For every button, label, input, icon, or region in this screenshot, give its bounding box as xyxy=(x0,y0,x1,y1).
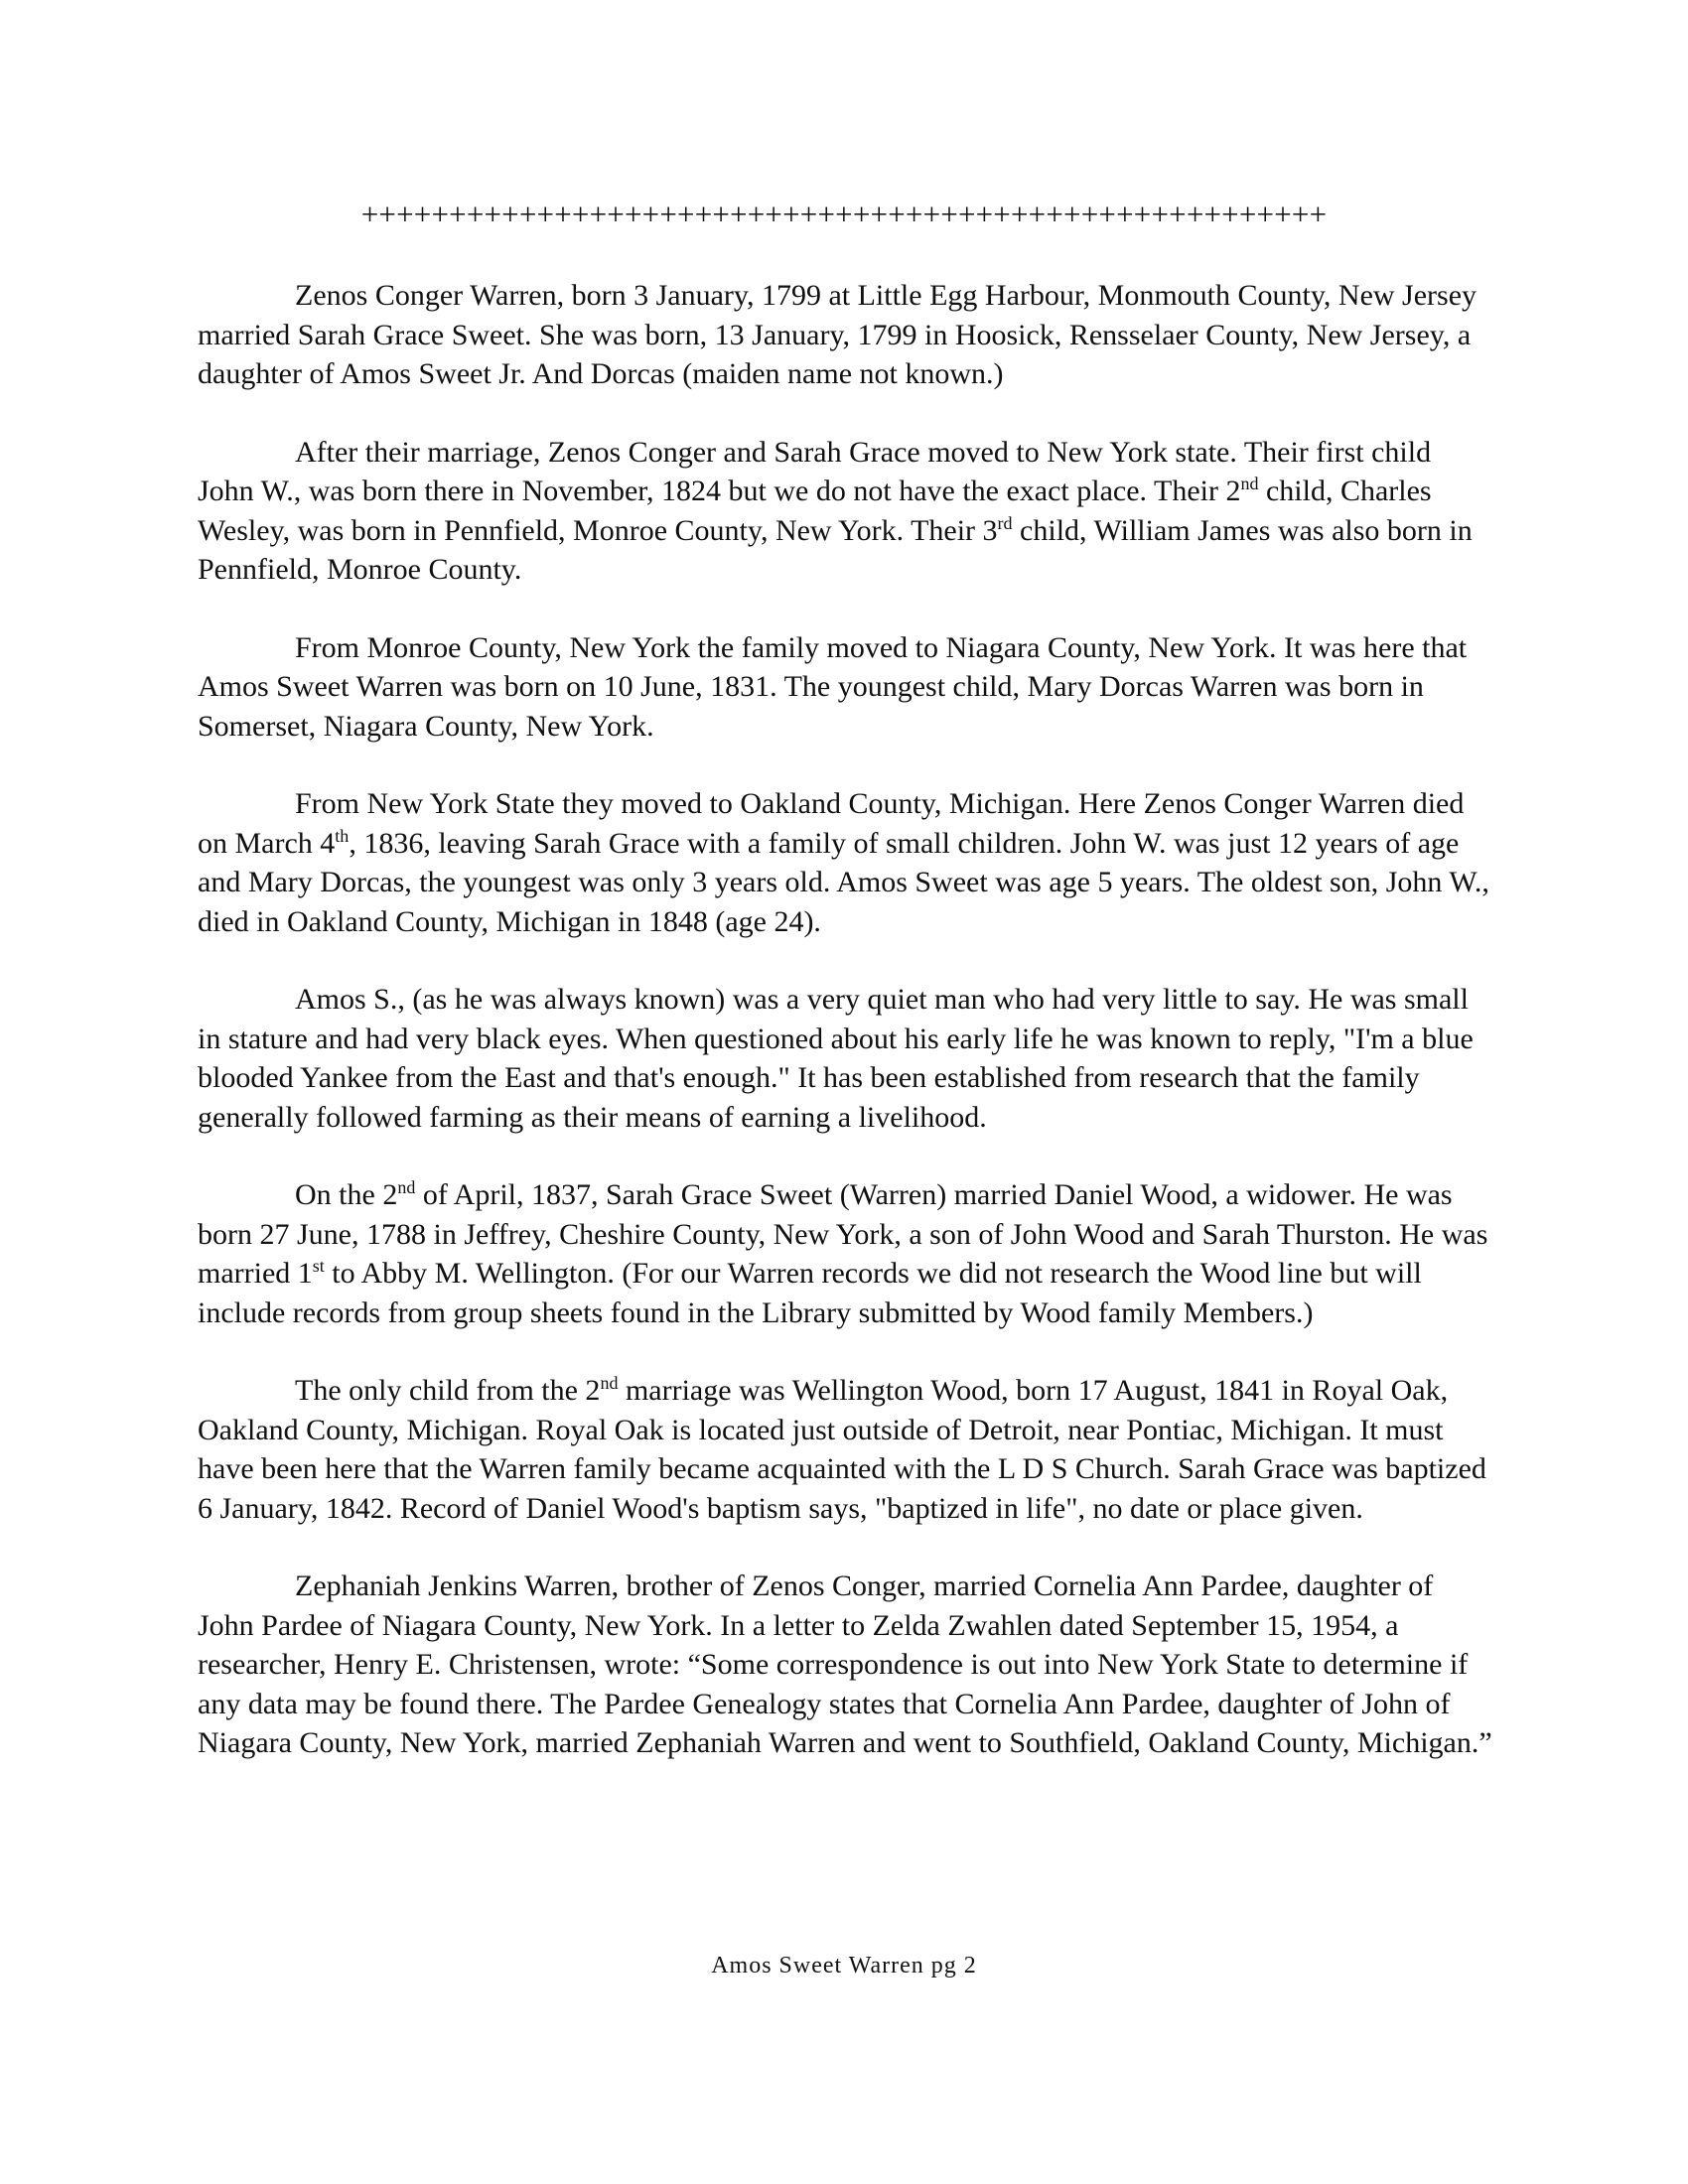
ordinal-superscript: nd xyxy=(1240,474,1259,493)
paragraph-text: Amos S., (as he was always known) was a very quiet man who had very little to say. He was small in stature and had very black eyes. When questioned about his early life he was known to reply, "I'm a blue blooded Yankee from the East and that's enough." It has been established from research that the family generally followed farming as their means of earning a livelihood. xyxy=(198,983,1474,1134)
ordinal-superscript: st xyxy=(312,1256,325,1276)
paragraph-text: child, William James was also born in Pennfield, Monroe County. xyxy=(198,513,1473,586)
paragraph-p8 xyxy=(198,1567,1493,1763)
paragraph-text: The only child from the 2 xyxy=(295,1374,601,1407)
paragraph-p7 xyxy=(198,1371,1493,1528)
body-text xyxy=(198,276,1493,1802)
separator-line: +++++++++++++++++++++++++++++++++++++++++++++++++++++++ xyxy=(360,197,1328,231)
paragraph-text: , 1836, leaving Sarah Grace with a family of small children. John W. was just 12 years of age and Mary Dorcas, the youngest was only 3 years old. Amos Sweet was age 5 years. The oldest son, John W., died in Oakland County, Michigan in 1848 (age 24). xyxy=(198,826,1489,938)
paragraph-text: From New York State they moved to Oakland County, Michigan. Here Zenos Conger Warren died on March 4 xyxy=(198,787,1465,860)
paragraph-text: Zenos Conger Warren, born 3 January, 1799 at Little Egg Harbour, Monmouth County, New Jersey married Sarah Grace Sweet. She was born, 13 January, 1799 in Hoosick, Rensselaer County, New Jersey, a daughter of Amos Sweet Jr. And Dorcas (maiden name not known.) xyxy=(198,279,1477,390)
ordinal-superscript: nd xyxy=(600,1373,619,1393)
paragraph-text: of April, 1837, Sarah Grace Sweet (Warren) married Daniel Wood, a widower. He was born 27 June, 1788 in Jeffrey, Cheshire County, New York, a son of John Wood and Sarah Thurston. He was married 1 xyxy=(198,1178,1488,1290)
ordinal-superscript: rd xyxy=(997,512,1013,533)
paragraph-p2 xyxy=(198,433,1493,590)
ordinal-superscript: th xyxy=(335,825,350,846)
paragraph-text: From Monroe County, New York the family moved to Niagara County, New York. It was here that Amos Sweet Warren was born on 10 June, 1831. The youngest child, Mary Dorcas Warren was born in Somerset, Niagara County, New York. xyxy=(198,630,1468,743)
paragraph-text: child, Charles Wesley, was born in Pennfield, Monroe County, New York. Their 3 xyxy=(198,475,1432,547)
paragraph-p3 xyxy=(198,628,1493,747)
page-footer: Amos Sweet Warren pg 2 xyxy=(711,1953,977,1979)
ordinal-superscript: nd xyxy=(397,1177,416,1197)
paragraph-p6 xyxy=(198,1175,1493,1332)
paragraph-p1 xyxy=(198,276,1493,394)
paragraph-text: marriage was Wellington Wood, born 17 August, 1841 in Royal Oak, Oakland County, Michigan. Royal Oak is located just outside of Detroit, near Pontiac, Michigan. It must have been here that the Warren family became acquainted with the L D S Church. Sarah Grace was baptized 6 January, 1842. Record of Daniel Wood's baptism says, "baptized in life", no date or place given. xyxy=(198,1374,1486,1525)
paragraph-text: to Abby M. Wellington. (For our Warren records we did not research the Wood line but will include records from group sheets found in the Library submitted by Wood family Members.) xyxy=(198,1257,1422,1329)
paragraph-text: After their marriage, Zenos Conger and Sarah Grace moved to New York state. Their first child John W., was born there in November, 1824 but we do not have the exact place. Their 2 xyxy=(198,435,1432,507)
paragraph-p5 xyxy=(198,980,1493,1137)
paragraph-text: Zephaniah Jenkins Warren, brother of Zenos Conger, married Cornelia Ann Pardee, daughter of John Pardee of Niagara County, New York. In a letter to Zelda Zwahlen dated September 15, 1954, a researcher, Henry E. Christensen, wrote: “Some correspondence is out into New York State to determine if any data may be found there. The Pardee Genealogy states that Cornelia Ann Pardee, daughter of John of Niagara County, New York, married Zephaniah Warren and went to Southfield, Oakland County, Michigan.” xyxy=(198,1570,1492,1759)
paragraph-p4 xyxy=(198,784,1493,941)
paragraph-text: On the 2 xyxy=(295,1178,398,1211)
